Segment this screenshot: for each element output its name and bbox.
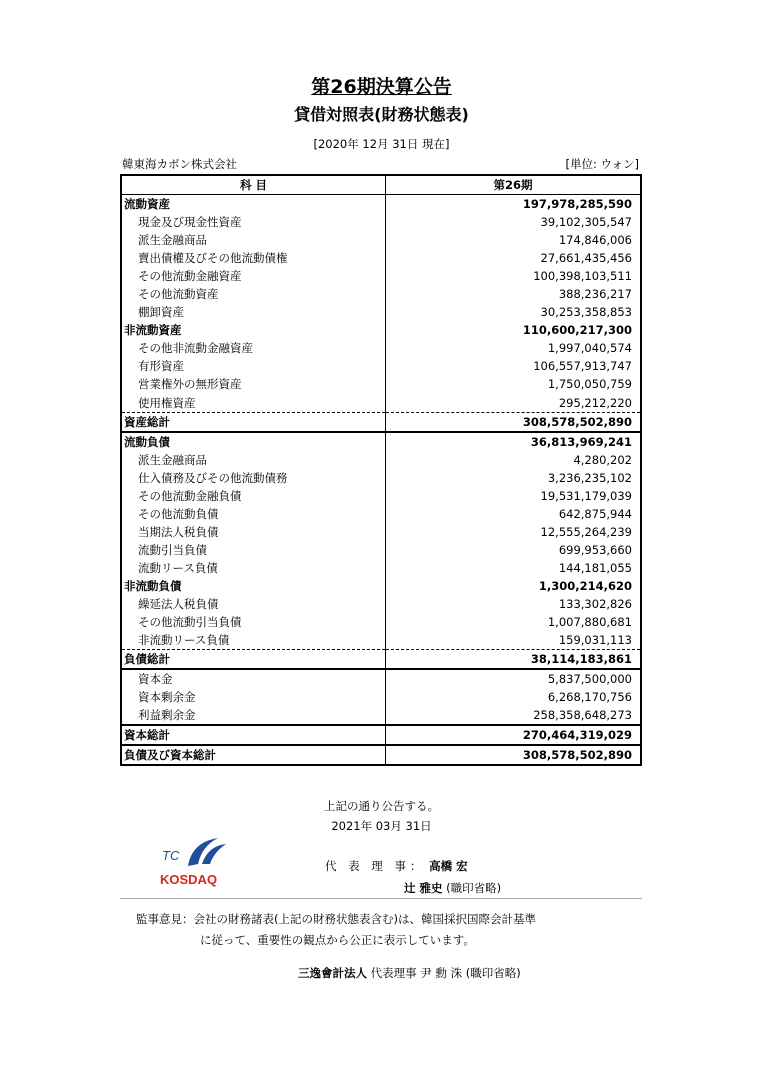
row-amount: 6,268,170,756 bbox=[386, 688, 642, 706]
row-amount: 1,750,050,759 bbox=[386, 375, 642, 393]
row-label: その他流動金融資産 bbox=[138, 269, 242, 284]
audit-opinion-line-1: 監事意見：会社の財務諸表(上記の財務状態表含む)は、韓国採択国際会計基準 bbox=[136, 912, 536, 926]
row-amount: 388,236,217 bbox=[386, 285, 642, 303]
row-amount: 144,181,055 bbox=[386, 559, 642, 577]
representative-name-2: 辻 雅史 bbox=[404, 881, 443, 895]
row-total-label: 資産総計 bbox=[121, 412, 386, 432]
row-amount: 30,253,358,853 bbox=[386, 303, 642, 321]
row-amount: 19,531,179,039 bbox=[386, 487, 642, 505]
row-amount: 699,953,660 bbox=[386, 541, 642, 559]
row-amount: 295,212,220 bbox=[386, 394, 642, 413]
row-label: 使用権資産 bbox=[138, 395, 196, 410]
representative-line-2 bbox=[404, 880, 501, 896]
representative-label: 代 表 理 事： bbox=[325, 859, 426, 873]
row-amount: 159,031,113 bbox=[386, 631, 642, 650]
row-amount: 4,280,202 bbox=[386, 451, 642, 469]
row-label: その他流動引当負債 bbox=[138, 615, 242, 630]
row-label: 当期法人税負債 bbox=[138, 524, 219, 539]
row-amount: 1,007,880,681 bbox=[386, 613, 642, 631]
row-amount: 39,102,305,547 bbox=[386, 213, 642, 231]
row-label: 営業権外の無形資産 bbox=[138, 377, 242, 392]
logo-top-text: TC bbox=[162, 848, 180, 863]
row-amount: 5,837,500,000 bbox=[386, 669, 642, 688]
row-total-label: 負債総計 bbox=[121, 650, 386, 670]
notice-date: 2021年 03月 31日 bbox=[331, 819, 432, 833]
company-name: 韓東海カボン株式会社 bbox=[122, 157, 237, 171]
row-amount: 106,557,913,747 bbox=[386, 357, 642, 375]
report-date: [2020年 12月 31日 現在] bbox=[313, 137, 450, 151]
audit-firm-name: 三逸會計法人 bbox=[298, 966, 367, 980]
row-amount: 12,555,264,239 bbox=[386, 523, 642, 541]
row-total-amount: 38,114,183,861 bbox=[386, 650, 642, 670]
row-label: 現金及び現金性資産 bbox=[138, 215, 242, 230]
row-label: 流動負債 bbox=[121, 432, 386, 451]
row-label: 派生金融商品 bbox=[138, 233, 207, 248]
row-amount: 110,600,217,300 bbox=[386, 321, 642, 339]
row-label: 流動資産 bbox=[124, 197, 170, 212]
row-amount: 3,236,235,102 bbox=[386, 469, 642, 487]
row-total-amount: 308,578,502,890 bbox=[386, 412, 642, 432]
row-label: 仕入債務及びその他流動債務 bbox=[138, 470, 288, 485]
page-subtitle: 貸借対照表(財務状態表) bbox=[294, 105, 469, 124]
row-label: 賣出債權及びその他流動債権 bbox=[138, 251, 288, 266]
row-label: 非流動資産 bbox=[124, 323, 182, 338]
row-amount: 100,398,103,511 bbox=[386, 267, 642, 285]
row-total-label: 資本総計 bbox=[121, 725, 386, 745]
notice-text: 上記の通り公告する。 bbox=[324, 799, 439, 813]
row-amount: 36,813,969,241 bbox=[386, 432, 642, 451]
row-amount: 174,846,006 bbox=[386, 231, 642, 249]
row-label: 有形資産 bbox=[138, 359, 184, 374]
row-label: 流動引当負債 bbox=[138, 542, 207, 557]
audit-firm bbox=[298, 965, 521, 981]
kosdaq-logo-icon bbox=[158, 834, 238, 888]
representative-name-1: 高橋 宏 bbox=[429, 859, 468, 873]
row-amount: 642,875,944 bbox=[386, 505, 642, 523]
row-amount: 133,302,826 bbox=[386, 595, 642, 613]
row-label: その他流動金融負債 bbox=[138, 488, 242, 503]
balance-sheet-table bbox=[120, 174, 642, 766]
row-total-amount: 270,464,319,029 bbox=[386, 725, 642, 745]
row-label: 非流動リース負債 bbox=[138, 633, 230, 648]
row-label: 非流動負債 bbox=[124, 579, 182, 593]
row-label: その他流動負債 bbox=[138, 506, 219, 521]
row-grand-total-amount: 308,578,502,890 bbox=[386, 745, 642, 765]
column-header-amount: 第26期 bbox=[386, 175, 642, 195]
row-label: 繰延法人税負債 bbox=[138, 597, 219, 612]
row-label: 流動リース負債 bbox=[138, 560, 218, 575]
row-label: 派生金融商品 bbox=[138, 452, 207, 467]
column-header-item: 科 目 bbox=[121, 175, 386, 195]
logo-bottom-text: KOSDAQ bbox=[160, 872, 218, 887]
row-label: その他流動資産 bbox=[138, 287, 219, 302]
footer-divider bbox=[120, 898, 642, 899]
row-amount: 1,997,040,574 bbox=[386, 339, 642, 357]
kosdaq-logo bbox=[158, 834, 238, 888]
row-label: 利益剰余金 bbox=[138, 708, 196, 723]
row-label: 資本剰余金 bbox=[138, 690, 196, 705]
page-title: 第26期決算公告 bbox=[311, 76, 452, 98]
row-label: 資本金 bbox=[121, 669, 386, 688]
seal-omitted-note: (職印省略) bbox=[446, 881, 502, 895]
audit-firm-representative: 代表理事 尹 勳 洙 (職印省略) bbox=[370, 966, 521, 980]
row-label: その他非流動金融資産 bbox=[138, 341, 253, 356]
currency-unit: [単位: ウォン] bbox=[565, 157, 639, 171]
row-amount: 27,661,435,456 bbox=[386, 249, 642, 267]
representative-line-1 bbox=[325, 858, 468, 874]
row-amount: 1,300,214,620 bbox=[386, 577, 642, 595]
row-label: 棚卸資産 bbox=[138, 305, 184, 320]
audit-opinion-line-2: に従って、重要性の観点から公正に表示しています。 bbox=[200, 933, 475, 947]
row-amount: 197,978,285,590 bbox=[386, 195, 642, 214]
row-amount: 258,358,648,273 bbox=[386, 706, 642, 725]
row-grand-total-label: 負債及び資本総計 bbox=[121, 745, 386, 765]
